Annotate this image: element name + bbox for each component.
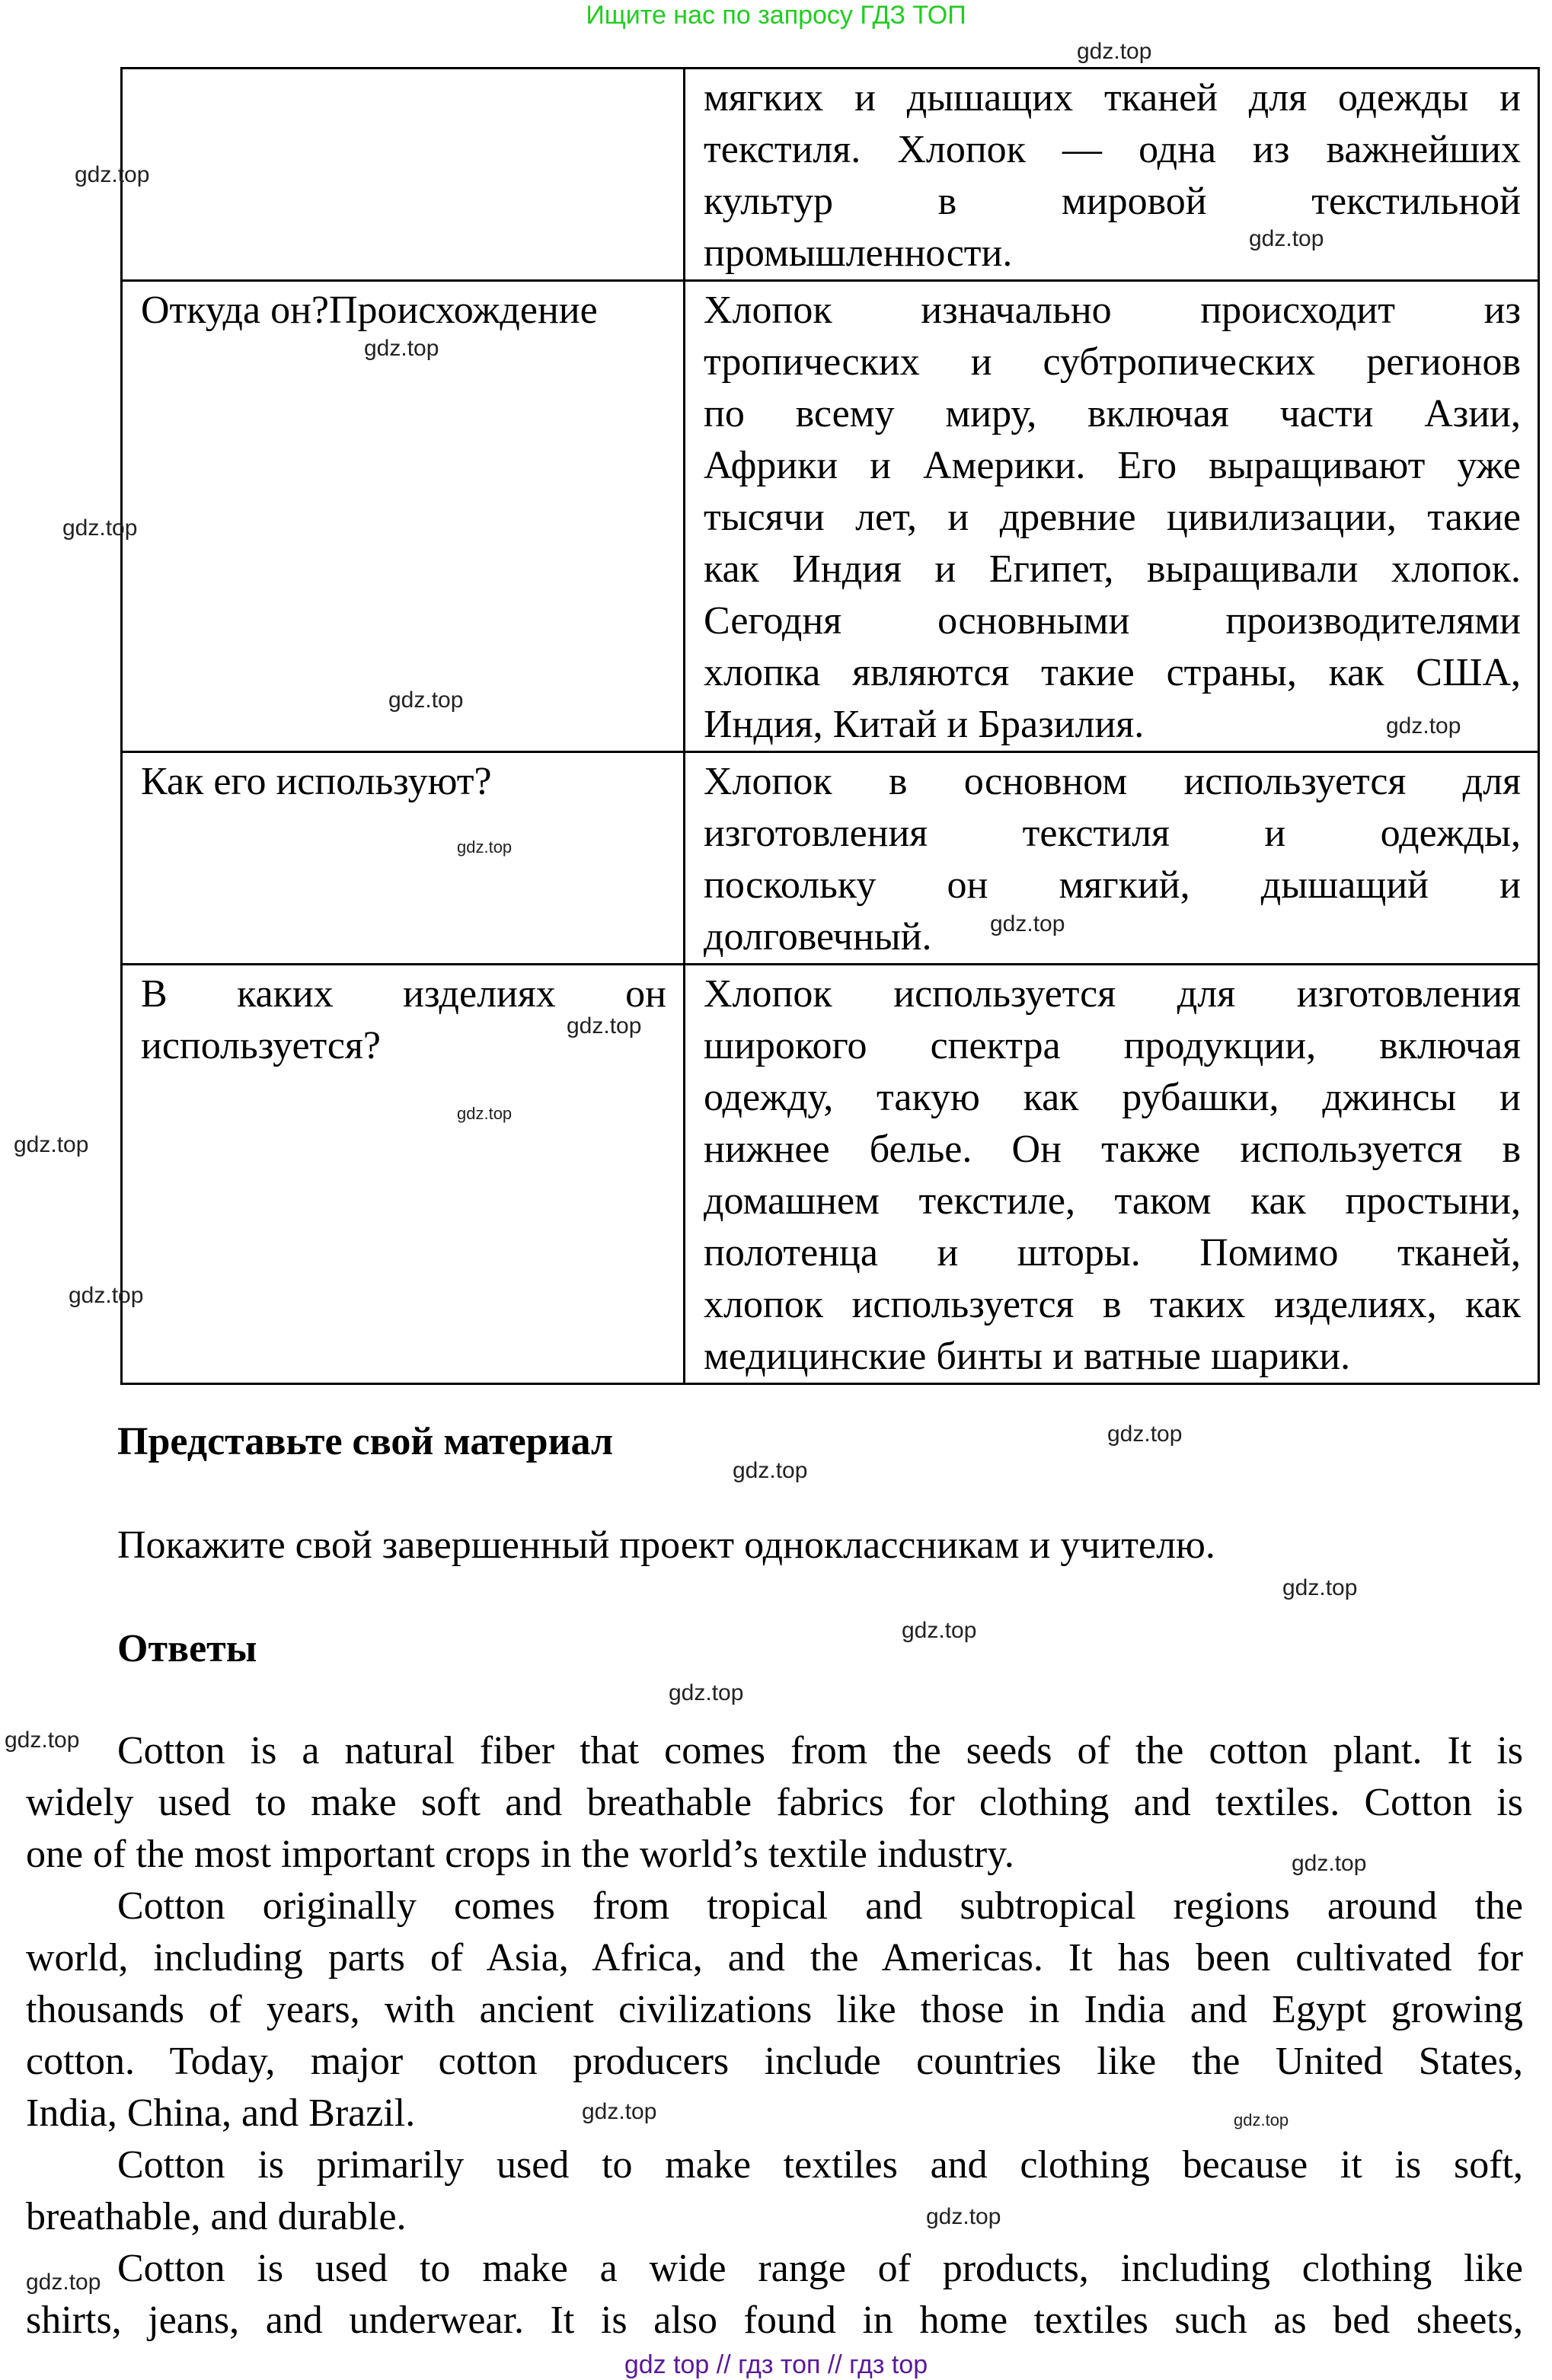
- answer-paragraph: [26, 1881, 1523, 2139]
- text-line: Как его используют?: [141, 760, 492, 803]
- watermark: gdz.top: [902, 1618, 977, 1643]
- watermark: gdz.top: [1282, 1575, 1358, 1600]
- answer-cell: [685, 69, 1539, 281]
- text-line: широкого спектра продукции, включая: [704, 1024, 1521, 1067]
- watermark: gdz.top: [1077, 39, 1152, 64]
- present-text: Покажите свой завершенный проект одноклассникам и учителю.: [117, 1523, 1215, 1567]
- text-line: Cotton is used to make a wide range of products, including clothing like: [117, 2247, 1523, 2290]
- text-line: world, including parts of Asia, Africa, and the Americas. It has been cultivated for: [26, 1936, 1523, 1980]
- answers-heading: Ответы: [117, 1627, 257, 1670]
- text-line: Индия, Китай и Бразилия.: [704, 703, 1145, 746]
- text-line: культур в мировой текстильной: [704, 180, 1521, 223]
- watermark: gdz.top: [457, 837, 513, 857]
- watermark: gdz.top: [388, 688, 464, 713]
- text-line: тысячи лет, и древние цивилизации, такие: [704, 496, 1521, 539]
- text-line: промышленности.: [704, 231, 1013, 275]
- answers-text: [26, 1725, 1523, 2347]
- question-cell: [122, 69, 685, 281]
- watermark: gdz.top: [26, 2270, 101, 2295]
- text-line: хлопок используется в таких изделиях, как: [704, 1283, 1521, 1326]
- text-line: Cotton is a natural fiber that comes from the seeds of the cotton plant. It is: [117, 1729, 1523, 1772]
- text-line: мягких и дышащих тканей для одежды и: [704, 76, 1521, 120]
- answer-cell: [685, 752, 1539, 965]
- answer-cell: [685, 281, 1539, 752]
- text-line: Хлопок в основном используется для: [704, 760, 1521, 803]
- text-line: breathable, and durable.: [26, 2195, 407, 2238]
- text-line: поскольку он мягкий, дышащий и: [704, 863, 1521, 907]
- footer-links: gdz top // гдз топ // гдз top: [624, 2350, 928, 2379]
- watermark: gdz.top: [364, 336, 439, 361]
- text-line: Сегодня основными производителями: [704, 599, 1521, 643]
- watermark: gdz.top: [5, 1728, 80, 1753]
- watermark: gdz.top: [926, 2204, 1001, 2229]
- watermark: gdz.top: [62, 515, 138, 541]
- text-line: полотенца и шторы. Помимо тканей,: [704, 1231, 1521, 1275]
- text-line: тропических и субтропических регионов: [704, 340, 1521, 384]
- text-line: текстиля. Хлопок — одна из важнейших: [704, 128, 1521, 171]
- text-line: thousands of years, with ancient civilizations like those in India and Egypt growing: [26, 1988, 1523, 2031]
- table-row: [122, 965, 1539, 1384]
- watermark: gdz.top: [457, 1104, 513, 1123]
- present-heading: Представьте свой материал: [117, 1420, 614, 1463]
- watermark: gdz.top: [582, 2099, 657, 2124]
- text-line: India, China, and Brazil.: [26, 2091, 416, 2135]
- watermark: gdz.top: [990, 911, 1065, 936]
- text-line: как Индия и Египет, выращивали хлопок.: [704, 547, 1521, 591]
- text-line: Африки и Америки. Его выращивают уже: [704, 444, 1521, 487]
- text-line: shirts, jeans, and underwear. It is also found in home textiles such as bed sheets,: [26, 2299, 1523, 2342]
- text-line: изготовления текстиля и одежды,: [704, 812, 1521, 855]
- info-table: [120, 67, 1540, 1385]
- question-cell: [122, 752, 685, 965]
- watermark: gdz.top: [14, 1132, 89, 1157]
- text-line: медицинские бинты и ватные шарики.: [704, 1335, 1351, 1378]
- text-line: one of the most important crops in the world’s textile industry.: [26, 1833, 1014, 1876]
- text-line: cotton. Today, major cotton producers include countries like the United States,: [26, 2040, 1523, 2083]
- text-line: долговечный.: [704, 915, 932, 959]
- table-row: [122, 69, 1539, 281]
- watermark: gdz.top: [69, 1283, 144, 1308]
- text-line: по всему миру, включая части Азии,: [704, 392, 1521, 435]
- answer-paragraph: [26, 2243, 1523, 2347]
- text-line: домашнем текстиле, таком как простыни,: [704, 1179, 1521, 1223]
- text-line: widely used to make soft and breathable fabrics for clothing and textiles. Cotton is: [26, 1781, 1523, 1824]
- watermark: gdz.top: [75, 162, 150, 187]
- table-row: [122, 281, 1539, 752]
- text-line: Хлопок изначально происходит из: [704, 289, 1521, 332]
- watermark: gdz.top: [1386, 713, 1461, 739]
- text-line: Откуда он?Происхождение: [141, 289, 598, 332]
- watermark: gdz.top: [1249, 226, 1324, 251]
- watermark: gdz.top: [733, 1458, 808, 1483]
- text-line: используется?: [141, 1024, 381, 1067]
- text-line: В каких изделиях он: [141, 972, 666, 1016]
- table-row: [122, 752, 1539, 965]
- answer-cell: [685, 965, 1539, 1384]
- watermark: gdz.top: [1234, 2110, 1289, 2130]
- answer-paragraph: [26, 2139, 1523, 2243]
- watermark: gdz.top: [1292, 1851, 1367, 1876]
- top-banner: Ищите нас по запросу ГДЗ ТОП: [586, 1, 966, 30]
- watermark: gdz.top: [669, 1680, 744, 1705]
- text-line: нижнее белье. Он также используется в: [704, 1128, 1521, 1171]
- text-line: одежду, такую как рубашки, джинсы и: [704, 1076, 1521, 1119]
- watermark: gdz.top: [1107, 1421, 1183, 1447]
- watermark: gdz.top: [567, 1013, 642, 1038]
- text-line: Хлопок используется для изготовления: [704, 972, 1521, 1016]
- text-line: Cotton originally comes from tropical and subtropical regions around the: [117, 1884, 1523, 1928]
- text-line: Cotton is primarily used to make textiles and clothing because it is soft,: [117, 2143, 1523, 2187]
- text-line: хлопка являются такие страны, как США,: [704, 651, 1521, 694]
